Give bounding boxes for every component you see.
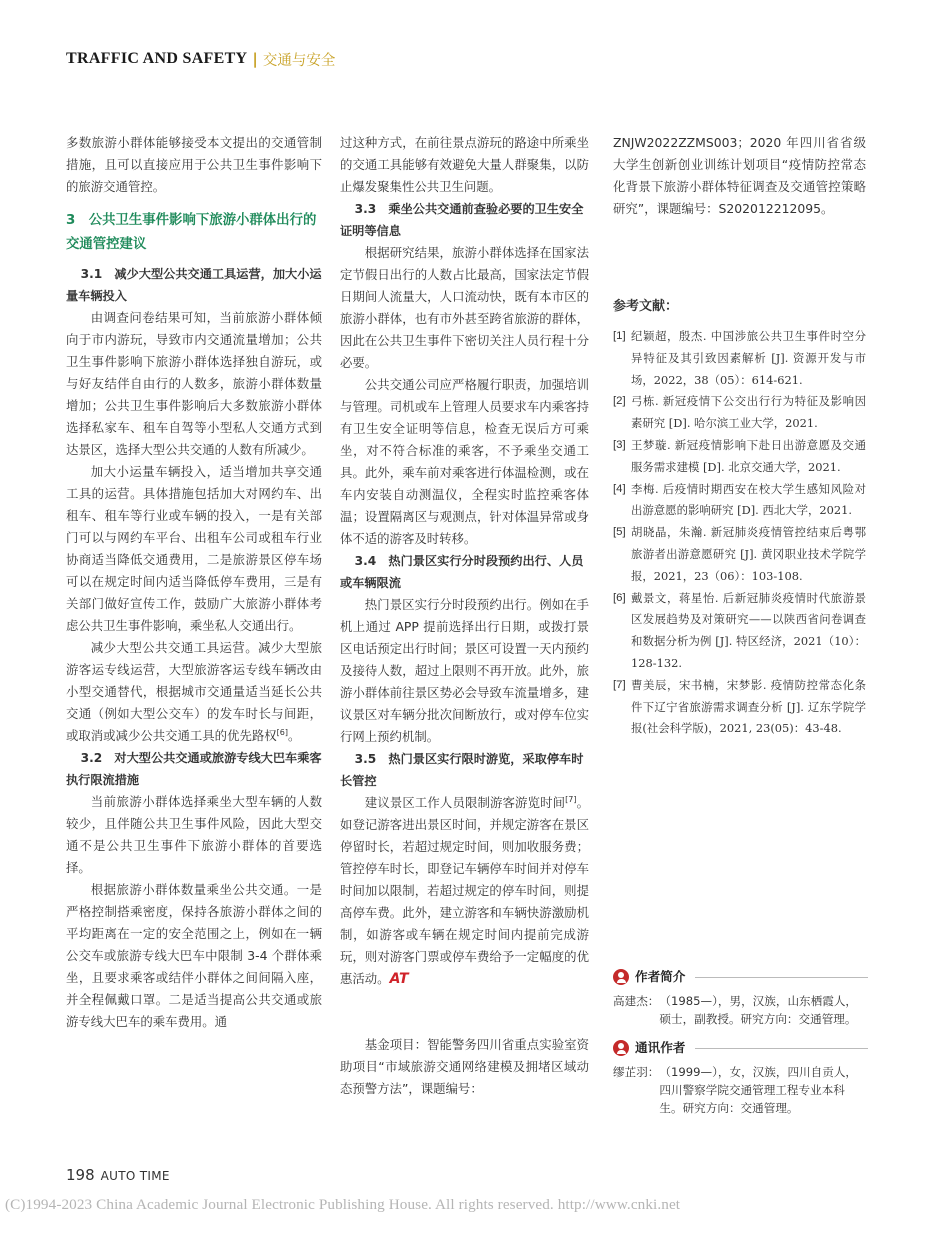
author-intro-header	[613, 968, 868, 986]
reference-text: 弓栋. 新冠疫情下公交出行行为特征及影响因素研究 [D]. 哈尔滨工业大学，2021.	[631, 394, 866, 431]
reference-text: 王梦璇. 新冠疫情影响下赴日出游意愿及交通服务需求建模 [D]. 北京交通大学，2021.	[631, 437, 866, 474]
reference-number: [3]	[613, 438, 626, 451]
author-intro-title: 作者简介	[635, 969, 686, 984]
spacer	[613, 220, 866, 296]
paragraph: 根据旅游小群体数量乘坐公共交通。一是严格控制搭乘密度，保持各旅游小群体之间的平均距离在一定的安全范围之上，例如在一辆公交车或旅游专线大巴车中限制 3-4 个群体乘坐，且要求乘客或结伴小群体之间间隔入座，并全程佩戴口罩。二是适当提高公共交通或旅游专线大巴车的乘车费用。通	[66, 882, 322, 1029]
citation-ref[interactable]: [7]	[565, 794, 577, 804]
divider	[695, 1048, 868, 1049]
corresponding-author-body	[613, 1063, 868, 1117]
spacer	[340, 1012, 589, 1034]
journal-title-en: TRAFFIC AND SAFETY	[66, 50, 248, 67]
reference-text: 戴景文，蒋星怡. 后新冠肺炎疫情时代旅游景区发展趋势及对策研究——以陕西省问卷调查和数据分析为例 [J]. 特区经济，2021（10）：128-132.	[631, 590, 866, 670]
corresponding-author-details: （1999—），女，汉族，四川自贡人，四川警察学院交通管理工程专业本科生。研究方向：交通管理。	[659, 1065, 858, 1115]
header-separator: |	[252, 50, 258, 68]
corresponding-author-title: 通讯作者	[635, 1040, 686, 1055]
reference-item	[613, 479, 866, 523]
page-number: 198	[66, 1166, 95, 1184]
person-icon	[613, 1040, 629, 1056]
reference-number: [2]	[613, 395, 626, 408]
author-intro	[613, 968, 868, 1028]
subsection-heading-3-3: 3.3 乘坐公共交通前查验必要的卫生安全证明等信息	[340, 202, 584, 238]
reference-number: [6]	[613, 591, 626, 604]
section-heading-3: 3 公共卫生事件影响下旅游小群体出行的交通管控建议	[66, 213, 317, 252]
reference-item	[613, 326, 866, 391]
corresponding-author	[613, 1039, 868, 1117]
references-heading: 参考文献：	[613, 299, 679, 314]
journal-title-cn: 交通与安全	[262, 52, 336, 69]
reference-item	[613, 435, 866, 479]
reference-number: [7]	[613, 678, 626, 691]
column-1	[66, 132, 322, 1033]
paragraph-text: 减少大型公共交通工具运营。减少大型旅游客运专线运营，大型旅游客运专线车辆改由小型交通替代，根据城市交通量适当延长公共交通（例如大型公交车）的发车时长与间距，或取消或减少公共交通工具的优先路权	[66, 640, 322, 743]
paragraph	[340, 792, 589, 990]
subsection-heading-3-1: 3.1 减少大型公共交通工具运营，加大小运量车辆投入	[66, 267, 322, 303]
fund-note-continued: ZNJW2022ZZMS003；2020 年四川省省级大学生创新创业训练计划项目“疫情防控常态化背景下旅游小群体特征调查及交通管控策略研究”，课题编号：S202012212095。	[613, 135, 866, 216]
reference-number: [4]	[613, 482, 626, 495]
reference-text: 曹美辰，宋书楠，宋梦影. 疫情防控常态化条件下辽宁省旅游需求调查分析 [J]. 辽东学院学报(社会科学版)，2021, 23(05)：43-48.	[631, 677, 866, 736]
paragraph: 根据研究结果，旅游小群体选择在国家法定节假日出行的人数占比最高，国家法定节假日期间人流量大，人口流动快，既有本市区的旅游小群体，也有市外甚至跨省旅游的群体，因此在公共卫生事件下密切关注人员行程十分必要。	[340, 245, 589, 370]
column-2	[340, 132, 589, 1100]
author-name: 高建杰：	[613, 994, 660, 1008]
reference-text: 胡晓晶，朱瀚. 新冠肺炎疫情管控结束后粤鄂旅游者出游意愿研究 [J]. 黄冈职业技术学院学报，2021，23（06）：103-108.	[631, 525, 866, 583]
spacer	[340, 990, 589, 1012]
paragraph: 多数旅游小群体能够接受本文提出的交通管制措施，且可以直接应用于公共卫生事件影响下的旅游交通管控。	[66, 135, 322, 194]
reference-text: 纪颖超，殷杰. 中国涉旅公共卫生事件时空分异特征及其引致因素解析 [J]. 资源开发与市场，2022，38（05）：614-621.	[631, 329, 866, 387]
copyright-watermark: (C)1994-2023 China Academic Journal Electronic Publishing House. All rights reserved. http://www.cnki.net	[5, 1196, 681, 1213]
subsection-heading-3-5: 3.5 热门景区实行限时游览，采取停车时长管控	[340, 752, 584, 788]
citation-ref[interactable]: [6]	[276, 727, 288, 737]
paragraph: 加大小运量车辆投入，适当增加共享交通工具的运营。具体措施包括加大对网约车、出租车、租车等行业或车辆的投入，一是有关部门可以与网约车平台、出租车公司或租车行业协商适当降低交通费用，二是旅游景区停车场可以在规定时间内适当降低停车费用，三是有关部门做好宣传工作，鼓励广大旅游小群体考虑公共卫生事件影响，乘坐私人交通出行。	[66, 464, 322, 633]
reference-item	[613, 522, 866, 587]
reference-number: [5]	[613, 526, 626, 539]
paragraph: 由调查问卷结果可知，当前旅游小群体倾向于市内游玩，导致市内交通流量增加；公共卫生事件影响下旅游小群体选择独自游玩，或与好友结伴自由行的人数多，旅游小群体数量增加；公共卫生事件影响后大多数旅游小群体选择私家车、租车自驾等小型私人交通方式到达景区，选择大型公共交通的人数有所减少。	[66, 310, 322, 457]
paragraph-text: 建议景区工作人员限制游客游览时间	[364, 795, 566, 810]
paragraph-text: 。	[287, 728, 301, 743]
subsection-heading-3-2: 3.2 对大型公共交通或旅游专线大巴车乘客执行限流措施	[66, 751, 322, 787]
paragraph	[66, 637, 322, 747]
person-icon	[613, 969, 629, 985]
journal-header	[66, 48, 335, 70]
page-footer	[66, 1166, 170, 1184]
corresponding-author-name: 缪芷羽：	[613, 1065, 660, 1079]
paragraph-text: 。如登记游客进出景区时间，并规定游客在景区停留时长，若超过规定时间，则加收服务费；管控停车时长，即登记车辆停车时间并对停车时间加以限制，若超过规定的停车时间，则提高停车费。此外，建立游客和车辆快游激励机制，如游客或车辆在规定时间内提前完成游玩，则对游客门票或停车费给予一定幅度的优惠活动。	[340, 795, 590, 986]
subsection-heading-3-4: 3.4 热门景区实行分时段预约出行、人员或车辆限流	[340, 554, 584, 590]
reference-text: 李梅. 后疫情时期西安在校大学生感知风险对出游意愿的影响研究 [D]. 西北大学，2021.	[631, 481, 866, 518]
fund-note: 基金项目：智能警务四川省重点实验室资助项目“市域旅游交通网络建模及拥堵区域动态预警方法”，课题编号：	[340, 1037, 589, 1096]
paragraph: 热门景区实行分时段预约出行。例如在手机上通过 APP 提前选择出行日期，或拨打景区电话预定出行时间；景区可设置一天内预约及接待人数，超过上限则不再开放。此外，旅游小群体前往景区势必会导致车流量增多，建议景区对车辆分批次间断放行，或对停车位实行网上预约机制。	[340, 597, 589, 744]
paragraph: 公共交通公司应严格履行职责，加强培训与管理。司机或车上管理人员要求车内乘客持有卫生安全证明等信息，检查无误后方可乘坐，对不符合标准的乘客，不予乘坐交通工具。此外，乘车前对乘客进行体温检测，或在车内安装自动测温仪，全程实时监控乘客体温；设置隔离区与观测点，针对体温异常或身体不适的游客及时转移。	[340, 377, 589, 546]
reference-number: [1]	[613, 330, 626, 342]
reference-list	[613, 326, 866, 740]
end-mark-icon: AT	[389, 971, 409, 987]
reference-item	[613, 675, 866, 740]
column-3	[613, 132, 866, 740]
reference-item	[613, 588, 866, 675]
author-details: （1985—），男，汉族，山东栖霞人，硕士，副教授。研究方向：交通管理。	[659, 994, 858, 1026]
divider	[695, 977, 868, 978]
magazine-name: AUTO TIME	[100, 1169, 170, 1183]
reference-item	[613, 391, 866, 435]
paragraph: 当前旅游小群体选择乘坐大型车辆的人数较少，且伴随公共卫生事件风险，因此大型交通不是公共卫生事件下旅游小群体的首要选择。	[66, 794, 322, 875]
author-intro-body	[613, 992, 868, 1028]
corresponding-author-header	[613, 1039, 868, 1057]
paragraph: 过这种方式，在前往景点游玩的路途中所乘坐的交通工具能够有效避免大量人群聚集，以防止爆发聚集性公共卫生问题。	[340, 135, 589, 194]
